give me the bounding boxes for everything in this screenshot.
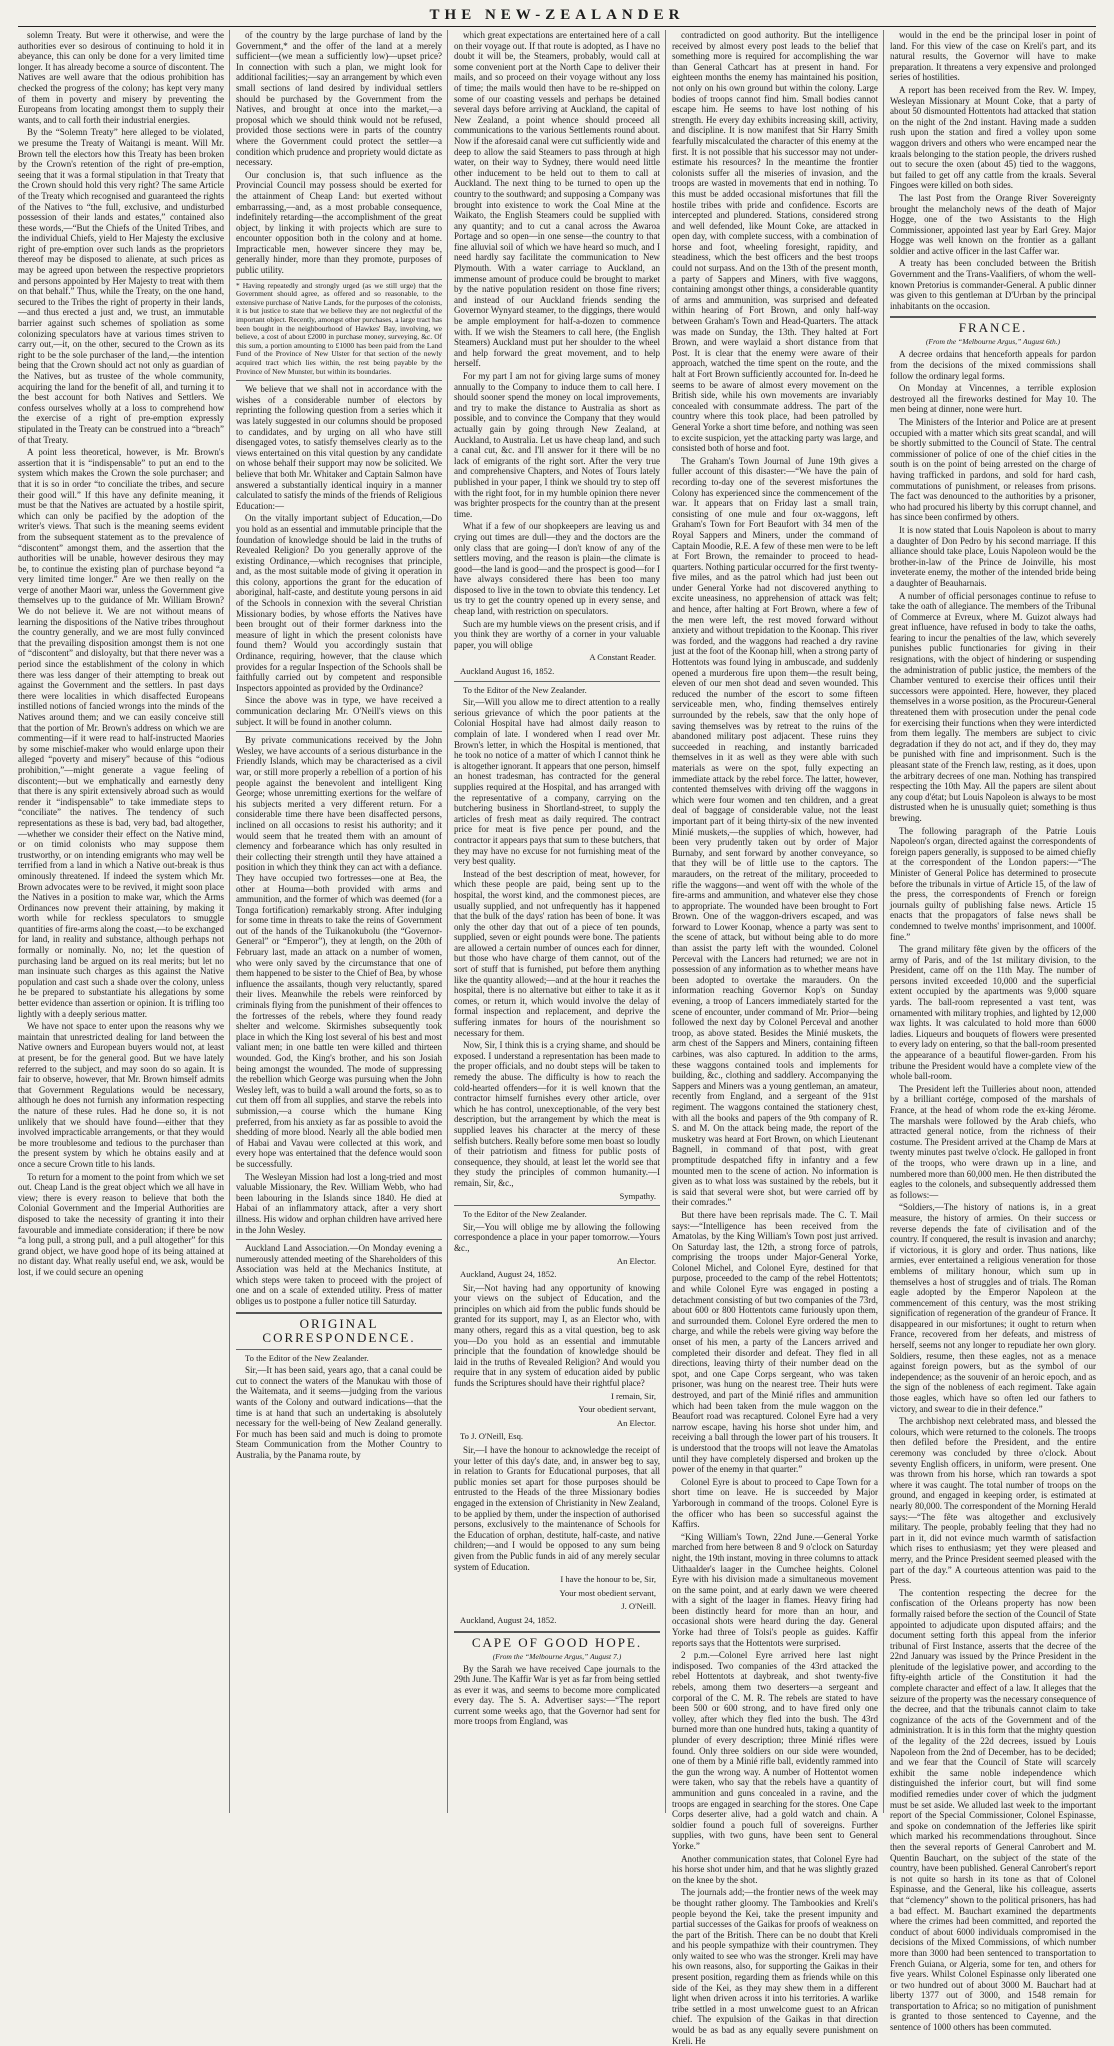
- paragraph: solemn Treaty. But were it otherwise, and were the authorities ever so desirous of continuing to hold it in abeyance, this can only be done for a very limited time longer. It has already become a source of discontent. The Natives are well aware that the odious prohibition has checked the progress of the colony; has kept very many of them in poverty and misery by preventing the Europeans from locating amongst them to supply their wants, and to call forth their industrial energies.: [18, 30, 224, 125]
- paragraph: The grand military fête given by the officers of the army of Paris, and of the 1st military division, to the President, came off on the 11th May. The number of persons invited exceeded 10,000 and the superficial extent occupied by the apartments was 9,000 square yards. The ball-room represented a vast tent, was ornamented with military trophies, and lighted by 12,000 wax lights. It was calculated to hold more than 6000 ladies. Liqueurs and bouquets of flowers were presented to every lady on entering, so that the ball-room presented the appearance of a beautiful flower-garden. From his tribune the President would have a complete view of the whole ball-room.: [890, 944, 1096, 1082]
- signature: Your obedient servant,: [578, 1404, 656, 1415]
- paragraph: On Monday at Vincennes, a terrible explosion destroyed all the fireworks destined for May 10. The men being at dinner, none were hurt.: [890, 383, 1096, 415]
- paragraph: By the “Solemn Treaty” here alleged to be violated, we presume the Treaty of Waitangi is meant. Will Mr. Brown tell the electors how this Treaty has been broken by the Crown's retention of the right of pre-emption, seeing that it was a formal stipulation in that Treaty that the Crown should hold this very right? The same Article of the Treaty which recognised and guaranteed the rights of the Natives to “the full, exclusive, and undisturbed possession of their lands and estates,” contained also these words,—“But the Chiefs of the United Tribes, and the individual Chiefs, yield to Her Majesty the exclusive right of pre-emption over such lands as the proprietors thereof may be disposed to alienate, at such prices as may be agreed upon between the respective proprietors and persons appointed by Her Majesty to treat with them on that behalf.” Thus, while the Treaty, on the one hand, secured to the Tribes the right of property in their lands,—and thus erected a just and, we trust, an immutable barrier against such schemes of spoliation as some colonizing speculators have at various times striven to carry out,—it, on the other, secured to the Crown as its right to be the sole purchaser of the land,—the intention being that the Crown should act not only as guardian of the Natives, but as trustee of the whole community, acquiring the land for the benefit of all, and turning it to the best account for both Natives and Settlers. We confess ourselves wholly at a loss to comprehend how the exercise of a right of pre-emption expressly stipulated in the Treaty can be construed into a “breach” of that Treaty.: [18, 127, 224, 445]
- divider: [454, 1205, 660, 1206]
- paragraph: The last Post from the Orange River Sovereignty brought the melancholy news of the death of Major Hogge, one of the two Assistants to the High Commissioner, appointed last year by Earl Grey. Major Hogge was well known on the frontier as a gallant soldier and active officer in the last Caffer war.: [890, 192, 1096, 256]
- paragraph: 2 p.m.—Colonel Eyre arrived here last night indisposed. Two companies of the 43rd attacked the rebel Hottentots at daybreak, and shot twenty-five rebels, among them two deserters—a sergeant and corporal of the C. M. R. The rebels are stated to have been 500 or 600 strong, and to have fired only one volley, after which they fled into the bush. The 43rd burned more than one hundred huts, taking a quantity of plunder of every description; three Minié rifles were found. Only three soldiers on our side were wounded, one of them by a Minié rifle ball, evidently rammed into the gun the wrong way. A number of Hottentot women were taken, who say that the rebels have a quantity of ammunition and guns concealed in a ravine, and the troops are engaged in searching for the stores. One Cape Corps deserter alive, had a gold watch and chain. A soldier found a pouch full of sovereigns. Further supplies, with two guns, have been sent to General Yorke.”: [672, 1650, 878, 1851]
- dateline: Auckland, August 24, 1852.: [460, 1614, 557, 1625]
- signature: Sympathy.: [619, 1190, 656, 1201]
- paragraph: Sir,—It has been said, years ago, that a canal could be cut to connect the waters of the Manukau with those of the Waitemata, and it seems—judging from the various wants of the Colony and outward indications—that the time is at hand that such an undertaking is absolutely necessary for the well-being of New Zealand generally. For much has been said and much is doing to promote Steam Communication from the Mother Country to Australia, by the Panama route, by: [236, 1365, 442, 1460]
- paragraph: What if a few of our shopkeepers are leaving us and crying out times are dull—they and the doctors are the only class that are going—I don't know of any of the settlers moving, and the reason is plain—the climate is good—the land is good—and the prospect is good—for I have always considered there has been too many disposed to live in the town to obviate this tendency. Let us try to get the country opened up in every sense, and cheap land, with restriction on speculators.: [454, 521, 660, 617]
- paragraph: Auckland Land Association.—On Monday evening a numerously attended meeting of the Shareholders of this Association was held at the Mechanics Institute, at which steps were taken to proceed with the project of one and on a scale of extended utility. Press of matter obliges us to postpone a fuller notice till Saturday.: [236, 1243, 442, 1307]
- paragraph: contradicted on good authority. But the intelligence received by almost every post leads to the belief that something more is required for accomplishing the war than General Cathcart has at present in hand. For eighteen months the enemy has maintained his position, not only on his own ground but within the colony. Large bodies of troops cannot find him. Small bodies cannot escape him. He seems to have lost nothing of his strength. He every day exhibits increasing skill, activity, and discipline. It is now manifest that Sir Harry Smith fearfully miscalculated the character of this enemy at the first. It is not possible that his successor may not under-estimate his resources? In the meantime the frontier colonists suffer all the miseries of invasion, and the troops are wasted in movements that end in nothing. To this must be added occasional misfortunes that fill the hostile tribes with pride and confidence. Escorts are intercepted and plundered. Stations, considered strong and well defended, like Mount Coke, are attacked in open day, with complete success, with a combination of horse and foot, wheeling foresight, rapidity, and steadiness, which the best officers and the best troops could not surpass. And on the 13th of the present month, a party of Sappers and Miners, with five waggons, containing amongst other things, a considerable quantity of arms and ammunition, was surprised and defeated within hearing of Fort Brown, and only half-way between Graham's Town and Head-Quarters. The attack was made on Sunday, the 13th. They halted at Fort Brown, and were waylaid a short distance from that Post. It is clear that the enemy were aware of their approach, watched the time spent on the route, and the halt at Fort Brown sufficiently accounted for. In-deed he seems to be aware of almost every movement on the British side, while his own movements are invariably concealed with consummate address. The part of the country where this took place, had been patrolled by General Yorke a short time before, and nothing was seen to excite suspicion, yet the attacking party was large, and consisted both of horse and foot.: [672, 30, 878, 454]
- paragraph: The Ministers of the Interior and Police are at present occupied with a matter which sits great scandal, and will be shortly submitted to the Council of State. The central commissioner of police of one of the chief cities in the south is on the point of being arrested on the charge of having trafficked in pardons, and sold for hard cash, commutations of punishment, or releases from prisons. The fact was denounced to the authorities by a prisoner, who had procured his liberty by this corrupt channel, and has since been confirmed by others.: [890, 417, 1096, 523]
- paragraph: Colonel Eyre is about to proceed to Cape Town for a short time on leave. He is succeeded by Major Yarborough in command of the troops. Colonel Eyre is the officer who has been so successful against the Kaffirs.: [672, 1476, 878, 1530]
- paragraph: A report has been received from the Rev. W. Impey, Wesleyan Missionary at Mount Coke, that a party of about 50 dismounted Hottentots had attacked that station on the night of the 2nd instant. Having made a sudden rush upon the station and fired a volley upon some waggon drivers and others who were encamped near the kraals belonging to the station people, the drivers rushed out to secure the oxen (about 45) tied to the waggons, but failed to get off any cattle from the kraals. Several Fingoes were killed on both sides.: [890, 84, 1096, 191]
- paragraph: A point less theoretical, however, is Mr. Brown's assertion that it is “indispensable” to put an end to the system which makes the Crown the sole purchaser; and that it is so in order “to conciliate the tribes, and secure their good will.” If this have any definite meaning, it must be that the Natives are actuated by a hostile spirit, which can only be pacified by the adoption of the writer's views. That such is the meaning seems evident from the subsequent statement as to the prevalence of “discontent” amongst them, and the assertion that the authorities will be unable, however desirous they may be, to continue the existing plan of purchase beyond “a very limited time longer.” Are we then really on the verge of another Maori war, unless the Government give themselves up to the guidance of Mr. William Brown? We do not believe it. We are not without means of learning the dispositions of the Native tribes throughout the country generally, and we are most fully convinced that the prevailing disposition amongst them is not one of “discontent” and disloyalty, but that there never was a period since the establishment of the colony in which there was less danger of their attempting to break out against the Government and the settlers. In past days there were localities in which disaffected Europeans instilled notions of fancied wrongs into the minds of the Natives around them; and we can easily conceive still that the portion of Mr. Brown's address on which we are commenting—if it were read to half-instructed Maories by some mischief-maker who would enlarge upon their alleged “poverty and misery” because of this “odious prohibition,”—might generate a vague feeling of discontent;—but we emphatically and earnestly deny that there is any spirit extensively abroad such as would render it “indispensable” to take immediate steps to “conciliate” the natives. The tendency of such representations as these is bad, very bad, bad altogether,—whether we consider their effect on the Native mind, or on timid colonists who may suppose them trustworthy, or on intending emigrants who may well be terrified from a land in which a Native out-break is thus ominously threatened. If indeed the system which Mr. Brown advocates were to be revived, it might soon place the Natives in a position to make war, which the Arms Ordinances now prevent their attaining, by making it worth while for reckless speculators to smuggle quantities of fire-arms along the coast,—to be exchanged for land, in reality and substance, although perhaps not formally or nominally. No, no; let the question of purchasing land be argued on its real merits; but let no man insinuate such charges as this against the Native population and cast such a shade over the colony, unless he be prepared to substantiate his allegations by some better evidence than assertion or opinion. It is trifling too lightly with a deeply serious matter.: [18, 447, 224, 1019]
- divider: [236, 1312, 442, 1314]
- signature: An Elector.: [616, 1255, 656, 1266]
- paragraph: “King William's Town, 22nd June.—General Yorke marched from here between 8 and 9 o'clock on Saturday night, the 19th instant, moving in three columns to attack Uithaalder's laager in the Cumchee heights. Colonel Eyre with his division made a simultaneous movement on the same point, and at early dawn we were cheered with a sight of the laager in flames. Heavy firing had been distinctly heard for more than an hour, and occasional shots were heard during the day. General Yorke had three of Tolsi's people as guides. Kaffir reports says that the Hottentots were surprised.: [672, 1531, 878, 1648]
- newspaper-page: [18, 30, 1096, 2046]
- paragraph: For my part I am not for giving large sums of money annually to the Company to induce them to call here. I should sooner spend the money on local improvements, and try to make the distance to Australia as short as possible, and to convince the Company that they would actually gain by going through New Zealand, at Auckland, to Australia. Let us have cheap land, and such a canal cut, &c. and I'll answer for it there will be no lack of emigrants of the right sort. After the very true and comprehensive Chapters, and Notes of Tours lately published in your paper, I think we should try to step off with the right foot, for in my humble opinion there never was brighter prospects for the country than at the present time.: [454, 371, 660, 519]
- dateline: Auckland, August 24, 1852.: [460, 1269, 557, 1280]
- paragraph: which great expectations are entertained here of a call on their voyage out. If that route is adopted, as I have no doubt it will be, the Steamers, probably, would call at some convenient port at the North Cape to deliver their mails, and so proceed on their voyage without any loss of time; the mails would then have to be re-shipped on some of our coasting vessels and perhaps be detained several days before arriving at Auckland, the capital of New Zealand, a point whence should proceed all communications to the various Settlements round about. Now if the aforesaid canal were cut sufficiently wide and deep to allow the said Steamers to pass through at high water, on their way to Sydney, there would need little other inducement to be held out to them to call at Auckland. The next thing to be turned to open up the country to the southward; and supposing a Company was brought into existence to work the Coal Mine at the Waikato, the English Steamers could be supplied with any quantity; and to cut a canal across the Awaroa Portage and so open—in one sense—the country to that fine alluvial soil of which we have heard so much, and I need hardly say facilitate the communication to New Plymouth. With a water carriage to Auckland, an immense amount of produce could be brought to market by the native population resident on those fine rivers; and instead of our Auckland friends sending the Governor Wynyard steamer, to the diggings, there would be ample employment for half-a-dozen to commence with. If we wish the Steamers to call here, (the English Steamers) Auckland must put her shoulder to the wheel and help forward the great movement, and to help herself.: [454, 30, 661, 369]
- paragraph: On the vitally important subject of Education,—Do you hold as an essential and immutable principle that the foundation of knowledge should be laid in the truths of Revealed Religion? Do you generally approve of the existing Ordinance,—which recognises that principle, and, as the most suitable mode of giving it operation in this colony, apportions the grant for the education of aboriginal, half-caste, and destitute young persons in aid of the Schools in connexion with the several Christian Missionary bodies, by whose efforts the Natives have been brought out of their former darkness into the measure of light in which the present colonists have found them? Would you accordingly sustain that Ordinance, requiring, however, that the clause which provides for a regular Inspection of the Schools shall be faithfully carried out by competent and responsible Inspectors appointed as provided by the Ordinance?: [236, 513, 442, 693]
- divider: [236, 1349, 442, 1350]
- divider: [236, 1239, 442, 1240]
- paragraph: A decree ordains that henceforth appeals for pardon from the decisions of the mixed commissions shall follow the ordinary legal forms.: [890, 349, 1096, 381]
- signature: I have the honour to be, Sir,: [560, 1574, 656, 1585]
- signature: Your most obedient servant,: [559, 1587, 656, 1598]
- paragraph: Such are my humble views on the present crisis, and if you think they are worthy of a corner in your valuable paper, you will oblige: [454, 618, 660, 650]
- paragraph: Sir,—Not having had any opportunity of knowing your views on the subject of Education, and the principles on which aid from the public funds should be granted for its support, may I, as an Elector who, with many others, regard this as a vital question, beg to ask you—Do you hold as an essential and immutable principle that the foundation of knowledge should be laid in the truths of Revealed Religion? And would you require that in any system of education aided by public funds the Scriptures should have their rightful place?: [454, 1282, 660, 1389]
- paragraph: Sir,—You will oblige me by allowing the following correspondence a place in your paper tomorrow.—Yours &c.,: [454, 1221, 660, 1253]
- newspaper-title: THE NEW-ZEALANDER: [429, 7, 685, 23]
- paragraph: The President left the Tuilleries about noon, attended by a brilliant cortége, composed of the marshals of France, at the head of whom rode the ex-king Jérome. The marshals were followed by the Arab chiefs, who attracted general notice, from the richness of their costume. The President arrived at the Champ de Mars at twenty minutes past twelve o'clock. He galloped in front of the troops, who were drawn up in a line, and numbered more than 60,000 men. He then distributed the eagles to the colonels, and subsequently addressed them as follows:—: [890, 1083, 1096, 1200]
- source-note: (From the “Melbourne Argus,” August 7.): [492, 1651, 622, 1661]
- signature: J. O'Neill.: [621, 1601, 656, 1612]
- dateline: Auckland August 16, 1852.: [460, 666, 555, 677]
- paragraph: We believe that we shall not in accordance with the wishes of a considerable number of electors by reprinting the following question from a series which it was lately suggested in our columns should be proposed to candidates, and by urging on all who have still disengaged votes, to satisfy themselves clearly as to the views entertained on this vital question by any candidate on whose behalf their support may now be solicited. We believe that both Mr. Whitaker and Captain Salmon have answered a substantially identical inquiry in a manner calculated to satisfy the minds of the friends of Religious Education:—: [236, 384, 442, 511]
- paragraph: Sir,—I have the honour to acknowledge the receipt of your letter of this day's date, and, in answer beg to say, in relation to Grants for Educational purposes, that all public monies set apart for those purposes should be entrusted to the Heads of the three Missionary bodies engaged in the extension of Christianity in New Zealand, to be applied by them, under the inspection of authorised persons, exclusively to the maintenance of Schools for the Education of orphan, destitute, half-caste, and native children;—and I would be opposed to any sum being given from the Public funds in aid of any merely secular system of Education.: [454, 1445, 660, 1572]
- paragraph: We have not space to enter upon the reasons why we maintain that unrestricted dealing for land between the Native owners and European buyers would not, at least at present, be for the general good. But we have lately referred to the subject, and may soon do so again. It is fair to observe, however, that Mr. Brown himself admits that Government Regulations would be necessary, although he does not furnish any information respecting the nature of these rules. Had he done so, it is not unlikely that we should have found—either that they involved impracticable arrangements, or that they would be more troublesome and tedious to the purchaser than the present system by which he obtains easily and at once a secure Crown title to his lands.: [18, 1021, 224, 1169]
- divider: [890, 316, 1096, 318]
- paragraph: To return for a moment to the point from which we set out. Cheap Land is the great object which we all have in view; there is every reason to believe that both the Colonial Government and the Imperial Authorities are disposed to take the necessity of granting it into their favourable and immediate consideration; if there be now “a long pull, a strong pull, and a pull altogether” for this grand object, we have good hope of its being attained at no distant day. What really useful end, we ask, would be lost, if we could secure an opening: [18, 1171, 224, 1277]
- paragraph: Since the above was in type, we have received a communication declaring Mr. O'Neill's views on this subject. It will be found in another column.: [236, 695, 442, 727]
- paragraph: “Soldiers,—The history of nations is, in a great measure, the history of armies. On their success or reverse depends the fate of civilisation and of the country. If conquered, the result is invasion and anarchy; if victorious, it is glory and order. Thus nations, like armies, ever entertained a religious veneration for those emblems of military honour, which sum up in themselves a host of struggles and of trials. The Roman eagle adopted by the Emperor Napoleon at the commencement of this century, was the most striking signification of regeneration of the grandeur of France. It disappeared in our misfortunes; it ought to return when France, recovered from her defeats, and mistress of herself, seems not any longer to repudiate her own glory. Soldiers, resume, then these eagles, not as a menace against foreign powers, but as the symbol of our independence; as the souvenir of an heroic epoch, and as the sign of the nobleness of each regiment. Take again those eagles, which have so often led our fathers to victory, and swear to die in their defence.”: [890, 1202, 1096, 1414]
- paragraph: Instead of the best description of meat, however, for which these people are paid, being sent up to the hospital, the worst kind, and the commonest pieces, are usually supplied, and not unfrequently has it happened that the bulk of the days' ration has been of bone. It was only the other day that out of a piece of ten pounds, supplied, seven or eight pounds were bone. The patients are allowed a certain number of ounces each for dinner, but those who have charge of them cannot, out of the sort of stuff that is furnished, put before them anything like the quantity allowed;—and at the hour it reaches the hospital, there is no alternative but either to take it as it comes, or return it, which would involve the delay of formal inspection and replacement, and deprive the suffering inmates for hours of the nourishment so necessary for them.: [454, 868, 660, 1038]
- section-heading: FRANCE.: [958, 320, 1028, 336]
- paragraph: The contention respecting the decree for the confiscation of the Orleans property has now been formally raised before the section of the Council of State appointed to adjudicate upon disputed affairs; and the document setting forth this appeal from the inferior tribunal of First Instance, asserts that the decree of the 22nd January was issued by the Prince President in the plenitude of the legislative power, and according to the fifty-eighth article of the Constitution it had the complete character and effect of a law. It alleges that the seizure of the property was the necessary consequence of the decree, and that the tribunals cannot claim to take cognizance of the acts of the Government and of the administration. It is in this form that the mighty question of the legality of the 22d decrees, issued by Louis Napoleon from the 2nd of December, has to be decided; and we fear that the Council of State will scarcely exhibit the same noble independence which distinguished the inferior court, but will find some modified remedies under cover of which the judgment must be set aside. We alluded last week to the important report of the Special Commissioner, Colonel Espinasse, and spoke on condemnation of the Jefferies like spirit which marked his recommendations throughout. Since then the several reports of General Canrobert and M. Quentin Bauchart, on the subject of the state of the country, have been published. General Canrobert's report is not quite so harsh in its tone as that of Colonel Espinasse, and the General, like his colleague, asserts that “clemency” shown to the political prisoners, has had a bad effect. M. Bauchart examined the departments where the crimes had been committed, and reported the conduct of about 6000 individuals compromised in the decisions of the Mixed Commissions, of which number more than 3000 had been sentenced to transportation to French Guiana, or Algeria, some for ten, and others for five years. Whilst Colonel Espinasse only liberated one or two hundred out of about 3000 M. Bauchart had at liberty 1377 out of 3000, and 1548 remain for transportation to Africa; so no mitigation of punishment is granted to those sentenced to Cayenne, and the sentence of 1000 others has been commuted.: [890, 1587, 1096, 2033]
- signature: A Constant Reader.: [589, 652, 656, 663]
- paragraph: The Wesleyan Mission had lost a long-tried and most valuable Missionary, the Rev. William Webb, who had been labouring in the Islands since 1840. He died at Habai of an inflammatory attack, after a very short illness. His widow and orphan children have arrived here in the John Wesley.: [236, 1171, 442, 1235]
- column-3: [454, 30, 666, 1813]
- paragraph: Sir,—Will you allow me to direct attention to a really serious grievance of which the poor patients at the Colonial Hospital have had almost daily reason to complain of late. I wondered when I read over Mr. Brown's letter, in which the Hospital is mentioned, that he took no notice of a matter of which I cannot think he is altogether ignorant. It appears that one person, himself an honest tradesman, has contracted for the general supplies required at the Hospital, and has arranged with the representative of a company, carrying on the butchering business in Shortland-street, to supply the articles of fresh meat as daily required. The contract price for meat is five pence per pound, and the contractor it appears pays that sum to these butchers, that they may have no excuse for not furnishing meat of the very best quality.: [454, 697, 660, 867]
- addressee: To J. O'Neill, Esq.: [460, 1431, 524, 1442]
- paragraph: A number of official personages continue to refuse to take the oath of allegiance. The members of the Tribunal of Commerce at Evreux, where M. Guizot always had great influence, have refused in body to take the oaths, fearing to incur the penalties of the law, which severely punishes public functionaries for giving in their resignations, with the object of hindering or suspending the administration of public justice, the members of the Chamber ventured to exercise their offices until their successors were appointed. Here, however, they placed themselves in a worse position, as the Procureur-General threatened them with prosecution under the penal code for exercising their functions when they were interdicted from them legally. The members are subject to civic degradation if they do not act, and if they do, they may be punished with fine and imprisonment. Such is the pleasant state of the French law, resting, as it does, upon the arbitrary decrees of one man. Nothing has transpired respecting the 10th May. All the papers are silent about any coup d'état; but Louis Napoleon is always to be most distrusted when he is unusually quiet; something is thus brewing.: [890, 590, 1096, 823]
- paragraph: The following paragraph of the Patrie Louis Napoleon's organ, directed against the correspondents of foreign papers generally, is supposed to be aimed chiefly at the correspondent of the London papers:—“The Minister of General Police has determined to prosecute before the tribunals in virtue of Article 15, of the law of the press, the correspondents of French or foreign journals guilty of publishing false news. Article 15 enacts that the propagators of false news shall be condemned to twelve months' imprisonment, and 1000f. fine.”: [890, 825, 1096, 942]
- letter-address: To the Editor of the New Zealander.: [245, 1352, 369, 1363]
- paragraph: A treaty has been concluded between the British Government and the Trans-Vaalifiers, of whom the well-known Pretorius is commander-General. A public dinner was given to this gentleman at D'Urban by the principal inhabitants on the occasion.: [890, 258, 1096, 311]
- paragraph: But there have been reprisals made. The C. T. Mail says:—“Intelligence has been received from the Amatolas, by the King William's Town post just arrived. On Saturday last, the 12th, a strong force of patrols, comprising the troops under Major-General Yorke, Colonel Michel, and Colonel Eyre, destined for that purpose, proceeded to the camp of the rebel Hottentots; and while Colonel Eyre was engaged in posting a detachment consisting of but two companies of the 73rd, about 600 or 800 Hottentots came furiously upon them, and surrounded them. Colonel Eyre ordered the men to charge, and while the rebels were giving way before the onset of his men, a party of the Lancers arrived and completed their disorder and defeat. They fled in all directions, leaving thirty of their number dead on the spot, and one Cape Corps sergeant, who was taken prisoner, was hung on the nearest tree. Their huts were destroyed, and part of the Minié rifles and ammunition which had been taken from the mule waggon on the Beaufort road was recaptured. Colonel Eyre had a very narrow escape, having his horse shot under him, and receiving a ball through the lower part of his trousers. It is understood that the troops will not leave the Amatolas until they have completely dispersed and broken up the power of the enemy in that quarter.”: [672, 1209, 878, 1475]
- paragraph: Now, Sir, I think this is a crying shame, and should be exposed. I understand a representation has been made to the proper officials, and no doubt steps will be taken to remedy the abuse. The difficulty is how to reach the cold-hearted offenders—for it is well known that the contractor himself furnishes every other article, over which he has control, unexceptionable, of the very best description, but the arrangement by which the meat is supplied leaves his character at the mercy of these selfish butchers. Really before some men boast so loudly of their patriotism and fitness for public posts of consequence, they should, at least let the world see that they study the principles of common humanity.—I remain, Sir, &c.,: [454, 1040, 660, 1188]
- paragraph: It is now stated that Louis Napoleon is about to marry a daughter of Don Pedro by his second marriage. If this alliance should take place, Louis Napoleon would be the brother-in-law of the Prince de Joinville, his most inveterate enemy, the mother of the intended bride being a daughter of Beauharnais.: [890, 524, 1096, 588]
- signature: I remain, Sir,: [611, 1390, 656, 1401]
- signature: An Elector.: [616, 1417, 656, 1428]
- paragraph: Our conclusion is, that such influence as the Provincial Council may possess should be exerted for the attainment of Cheap Land: but exerted without embarrassing,—and, as a most probable consequence, indefinitely retarding—the accomplishment of the great object, by linking it with projects which are sure to encounter opposition both in the colony and at home. Impracticable men, however sincere they may be, generally hinder, more than they promote, purposes of public utility.: [236, 169, 442, 276]
- letter-address: To the Editor of the New Zealander.: [463, 684, 587, 695]
- section-heading: CAPE OF GOOD HOPE.: [471, 1634, 643, 1650]
- paragraph: The archbishop next celebrated mass, and blessed the colours, which were returned to the colonels. The troops then defiled before the President, and the entire ceremony was concluded by three o'clock. About seventy English officers, in uniform, were present. One was thrown from his horse, which ran towards a spot where it was caught. The total number of troops on the ground, and engaged in keeping order, is estimated at nearly 80,000. The correspondent of the Morning Herald says:—“The fête was altogether and exclusively military. The people, probably feeling that they had no part in it, did not evince much warmth of satisfaction which rises to enthusiasm; yet they were pleased and merry, and the Prince President seemed pleased with the part of the day.” A courteous attention was paid to the Press.: [890, 1416, 1096, 1586]
- divider: [236, 731, 442, 732]
- paragraph: Another communication states, that Colonel Eyre had his horse shot under him, and that he was slightly grazed on the knee by the shot.: [672, 1853, 878, 1885]
- paragraph: By private communications received by the John Wesley, we have accounts of a serious disturbance in the Friendly Islands, which may be characterised as a civil war, or still more properly a rebellion of a portion of his people against the benevolent and intelligent King George; whose unremitting exertions for the welfare of his subjects merited a very different return. For a considerable time there have been disaffected persons, inclined on all occasions to resist his authority; and it would seem that he treated them with an amount of clemency and forbearance which has only resulted in their collecting their strength until they have attained a position in which they think they can act with a defiance. They have occupied two fortresses—one at Bea, the other at Houma—both provided with arms and ammunition, and the former of which was deemed (for a Tonga fortification) remarkably strong. After indulging for some time in threats to take the reins of Government out of the hands of the Tuikanokubolu (the “Governor-General” or “Emperor”), they at length, on the 20th of February last, made an attack on a number of women, who were only saved by the circumstance that one of them happened to be sister to the Chief of Bea, by whose influence the assailants, though very reluctantly, spared their lives. Meanwhile the rebels were reinforced by criminals flying from the punishment of their offences to the fortresses of the rebels, where they found ready shelter and welcome. Skirmishes subsequently took place in which the King lost several of his best and most valiant men; in one battle ten were killed and thirteen wounded. God, the King's brother, and his son Josiah being amongst the wounded. The mode of suppressing the rebellion which George was pursuing when the John Wesley left, was to build a wall around the forts, so as to cut them off from all supplies, and starve the rebels into submission,—a course which the humane King preferred, from his anxiety as far as possible to avoid the shedding of more blood. Nearly all the able bodied men of Habai and Vavau were collected at this work, and every hope was entertained that the defence would soon be successfully.: [236, 735, 442, 1169]
- divider: [236, 380, 442, 381]
- divider: [454, 681, 660, 682]
- paragraph: The journals add;—the frontier news of the week may be thought rather gloomy. The Tambookies and Kreli's people beyond the Kei, take the present impunity and partial successes of the Gaikas for proofs of weakness on the part of the British. There can be no doubt that Kreli and his people sympathize with their countrymen. They only waited to see who was the stronger. Kreli may have his own reasons, also, for supporting the Gaikas in their present position, regarding them as friends while on this side of the Kei, as they may shew them in a different light when driven across it into his territories. A warlike tribe settled in a most unwelcome guest to an African chief. The expulsion of the Gaikas in that direction would be as bad as any equally severe punishment on Kreli. He: [672, 1887, 878, 2046]
- letter-address: To the Editor of the New Zealander.: [463, 1209, 587, 1220]
- section-heading: ORIGINAL CORRESPONDENCE.: [262, 1315, 416, 1345]
- source-note: (From the “Melbourne Argus,” August 6th.): [925, 337, 1061, 347]
- column-4: [672, 30, 884, 2046]
- paragraph: of the country by the large purchase of land by the Government,* and the offer of the land at a merely sufficient—(we mean a sufficiently low)—upset price? In connection with such a plan, we might look for additional facilities;—say an arrangement by which even small sections of land desired by individual settlers should be purchased by the Government from the Natives, and brought at once into the market,—a proposal which we should think would not be refused, provided those sections were in parts of the country where the Government could protect the settler—a condition which prudence and propriety would dictate as necessary.: [236, 30, 442, 168]
- footnote: * Having repeatedly and strongly urged (as we still urge) that the Government should agree, as offered and so reasonable, to the extensive purchase of Native Lands, for the purposes of the colonists, it is but justice to state that we believe they are not neglectful of the important object. Recently, amongst other purchases, a large tract has been bought in the neighbourhood of Hawkes' Bay, involving, we believe, a cost of about £2000 in purchase money, surveying, &c. Of this sum, a portion amounting to £1000 has been paid from the Land Fund of the Province of New Ulster for that section of the newly acquired tract which lies within, the rest being payable by the Province of New Munster, but within its boundaries.: [236, 280, 442, 376]
- column-1: [18, 30, 230, 1813]
- paragraph: By the Sarah we have received Cape journals to the 29th June. The Kaffir War is yet as far from being settled as ever it was, and seems to become more complicated every day. The S. A. Advertiser says:—“The report current some weeks ago, that the Governor had sent for more troops from England, was: [454, 1663, 660, 1727]
- masthead: [18, 4, 1096, 27]
- column-2: [236, 30, 448, 1813]
- paragraph: The Graham's Town Journal of June 19th gives a fuller account of this disaster:—“We have the pain of recording to-day one of the severest misfortunes the Colony has experienced since the commencement of the war. It appears that on Friday last a small train, consisting of one mule and four ox-waggons, left Graham's Town for Fort Beaufort with 34 men of the Royal Sappers and Miners, under the command of Captain Moodie, R.E. A few of these men were to be left at Fort Brown, the remainder to proceed to head-quarters. Nothing particular occurred for the first twenty-five miles, and as the patrol which had just been out under General Yorke had not discovered anything to excite uneasiness, no apprehension of attack was felt; and hence, after halting at Fort Brown, where a few of the men were left, the rest moved forward without anxiety and without trepidation to the Koonap. This river was forded, and the waggons had reached a dry ravine just at the foot of the Koonap hill, when a strong party of Hottentots was found lying in ambuscade, and suddenly opened a murderous fire upon them—the result being, eleven of our men shot dead and seven wounded. This reduced the number of the escort to some fifteen serviceable men, who, finding themselves entirely surrounded by the rebels, saw that the only hope of saving themselves was by retreat to the ruins of the abandoned military post adjacent. These ruins they succeeded in reaching, and instantly barricaded themselves in it as well as they were able with such materials as were on the spot, fully expecting an immediate attack by the rebel force. The latter, however, contented themselves with driving off the waggons in which were four women and ten children, and a great deal of baggage of considerable value, not the least important part of it being thirty-six of the new invented Minié muskets,—the supplies of which, however, had been very prudently taken out by order of Major Burnaby, and sent forward by another conveyance, so that they will be of little use to the captors. The marauders, on the retreat of the military, proceeded to rifle the waggons—and went off with the whole of the fire-arms and ammunition, and whatever else they chose to appropriate. The wounded have been brought to Fort Brown. One of the waggon-drivers escaped, and was forward to Lower Koonap, whence a party was sent to the scene of attack, but without being able to do more than assist the party left with the wounded. Colonel Perceval with the Lancers had returned; we are not in possession of any information as to whether means have been adopted to overtake the marauders. On the information reaching Governor Kop's on Sunday evening, a troop of Lancers immediately started for the scene of encounter, under command of Mr. Prior—being followed the next day by Colonel Perceval and another troop, as above stated. Besides the Minié muskets, the arm chest of the Sappers and Miners, containing fifteen carbines, was also captured. In addition to the arms, these waggons contained tools and implements for building, &c., clothing and saddlery. Accompanying the Sappers and Miners was a young gentleman, an amateur, recently from England, and a sergeant of the 91st regiment. The waggons contained the stationery chest, with all the books and papers of the 9th company of R. S. and M. On the attack being made, the report of the musketry was heard at Fort Brown, on which Lieutenant Bagnell, in command of that post, with great promptitude despatched fifty in infantry and a few mounted men to the scene of action. No information is given as to what loss was sustained by the rebels, but it is said that several were shot, but were carried off by their comrades.”: [672, 455, 878, 1208]
- paragraph: would in the end be the principal loser in point of land. For this view of the case on Kreli's part, and its natural results, the Governor will have to make preparation. It threatens a very expensive and prolonged series of hostilities.: [890, 30, 1096, 83]
- divider: [454, 1631, 660, 1633]
- column-5: [890, 30, 1096, 2033]
